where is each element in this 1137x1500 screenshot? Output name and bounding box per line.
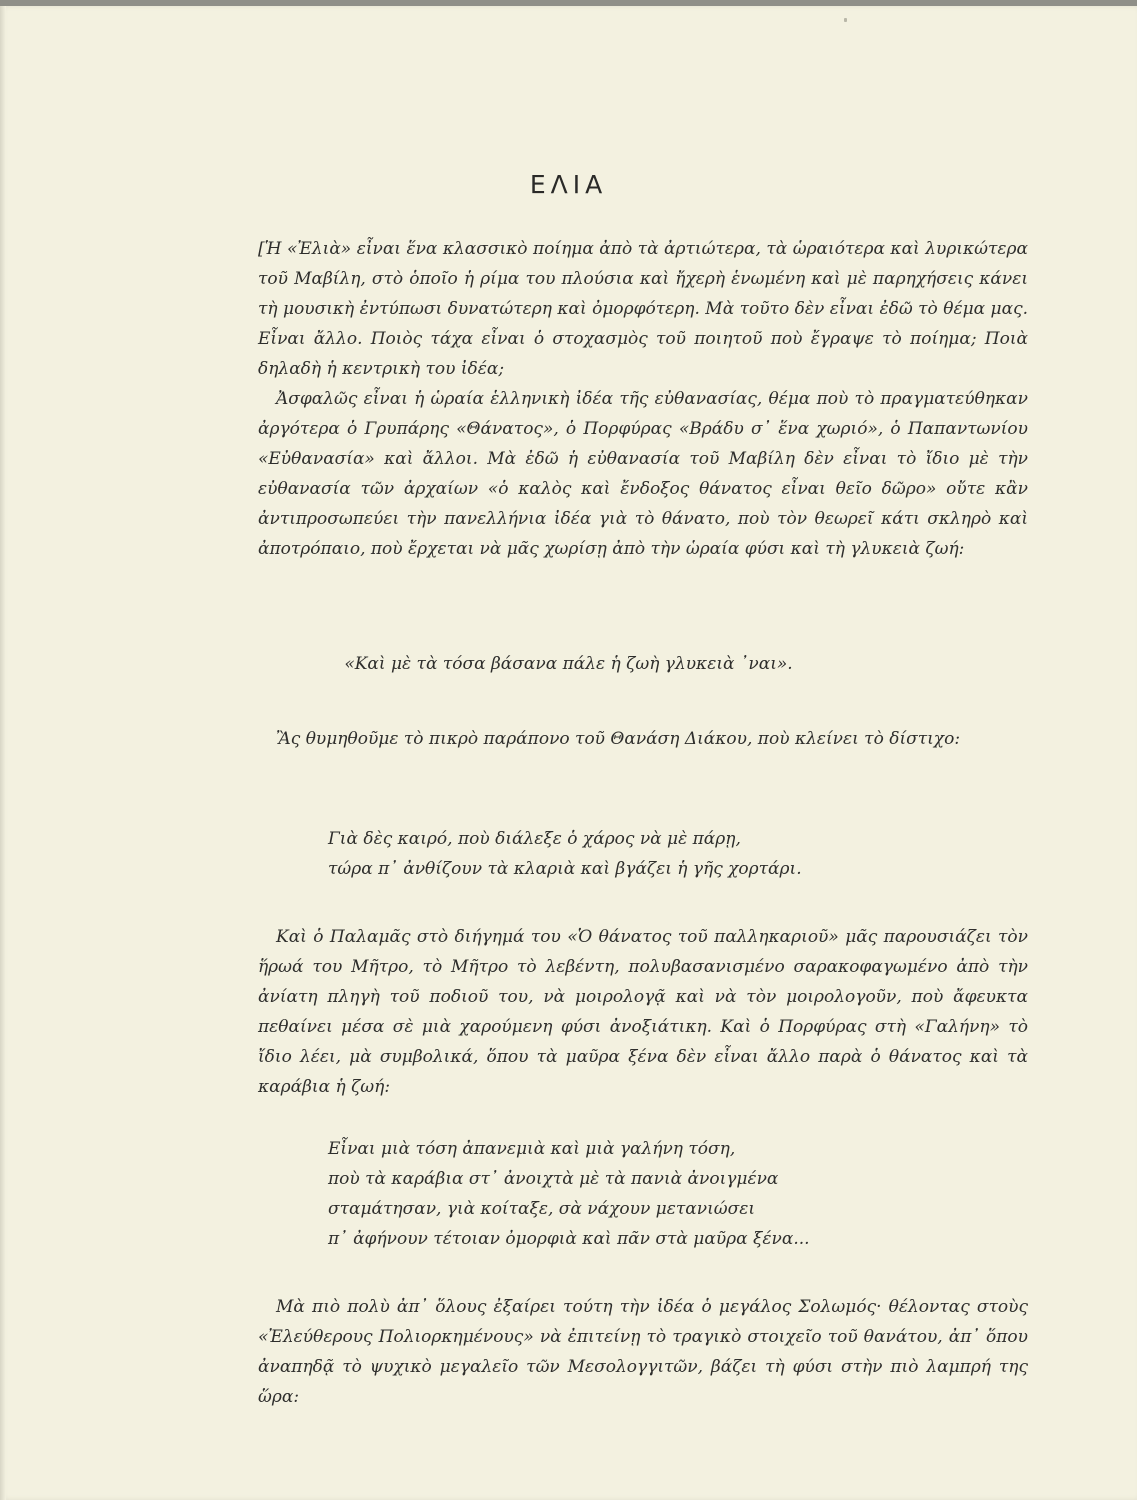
stanza-line: σταμάτησαν, γιὰ κοίταξε, σὰ νάχουν μετανιώσει — [328, 1199, 755, 1219]
diakos-couplet — [328, 824, 968, 884]
couplet-line: Γιὰ δὲς καιρό, ποὺ διάλεξε ὁ χάρος νὰ μὲ πάρῃ, — [328, 829, 741, 849]
diakos-intro-text — [258, 724, 1028, 754]
intro-paragraph-1: [Ἡ «Ἐλιὰ» εἶναι ἕνα κλασσικὸ ποίημα ἀπὸ τὰ ἀρτιώτερα, τὰ ὡραιότερα καὶ λυρικώτερα τοῦ Μαβίλη, στὸ ὁποῖο ἡ ρίμα του πλούσια καὶ ἤχερὴ ἑνωμένη καὶ μὲ παρηχήσεις κάνει τὴ μουσικὴ ἐντύπωσι δυνατώτερη καὶ ὀμορφότερη. Μὰ τοῦτο δὲν εἶναι ἐδῶ τὸ θέμα μας. Εἶναι ἄλλο. Ποιὸς τάχα εἶναι ὁ στοχασμὸς τοῦ ποιητοῦ ποὺ ἔγραψε τὸ ποίημα; Ποιὰ δηλαδὴ ἡ κεντρικὴ του ἰδέα; — [258, 239, 1028, 379]
stanza-line: π᾽ ἀφήνουν τέτοιαν ὀμορφιὰ καὶ πᾶν στὰ μαῦρα ξένα... — [328, 1229, 810, 1249]
intro-paragraph-2: Ἀσφαλῶς εἶναι ἡ ὡραία ἑλληνικὴ ἰδέα τῆς εὐθανασίας, θέμα ποὺ τὸ πραγματεύθηκαν ἀργότερα ὁ Γρυπάρης «Θάνατος», ὁ Πορφύρας «Βράδυ σ᾽ ἕνα χωριό», ὁ Παπαντωνίου «Εὐθανασία» καὶ ἄλλοι. Μὰ ἐδῶ ἡ εὐθανασία τοῦ Μαβίλη δὲν εἶναι τὸ ἴδιο μὲ τὴν εὐθανασία τῶν ἀρχαίων «ὁ καλὸς καὶ ἔνδοξος θάνατος εἶναι θεῖο δῶρο» οὔτε κἂν ἀντιπροσωπεύει τὴν πανελλήνια ἰδέα γιὰ τὸ θάνατο, ποὺ τὸν θεωρεῖ κάτι σκληρὸ καὶ ἀποτρόπαιο, ποὺ ἔρχεται νὰ μᾶς χωρίσῃ ἀπὸ τὴν ὡραία φύσι καὶ τὴ γλυκειὰ ζωή: — [258, 389, 1028, 559]
intro-text — [258, 234, 1028, 564]
solomos-paragraph: Μὰ πιὸ πολὺ ἀπ᾽ ὅλους ἐξαίρει τούτη τὴν ἰδέα ὁ μεγάλος Σολωμός· θέλοντας στοὺς «Ἐλεύθερους Πολιορκημένους» νὰ ἐπιτείνῃ τὸ τραγικὸ στοιχεῖο τοῦ θανάτου, ἀπ᾽ ὅπου ἀναπηδᾷ τὸ ψυχικὸ μεγαλεῖο τῶν Μεσολογγιτῶν, βάζει τὴ φύσι στὴν πιὸ λαμπρή της ὥρα: — [258, 1297, 1028, 1407]
stanza-line: Εἶναι μιὰ τόση ἀπανεμιὰ καὶ μιὰ γαλήνη τόση, — [328, 1139, 736, 1159]
paper-speck — [844, 18, 847, 22]
galini-stanza — [328, 1134, 968, 1254]
solomos-text — [258, 1292, 1028, 1412]
page-edge-shadow — [0, 6, 6, 1500]
diakos-intro-paragraph: Ἂς θυμηθοῦμε τὸ πικρὸ παράπονο τοῦ Θανάση Διάκου, ποὺ κλείνει τὸ δίστιχο: — [276, 729, 961, 749]
page-title: ΕΛΙΑ — [529, 170, 608, 199]
book-page — [0, 6, 1137, 1500]
couplet-line: τώρα π᾽ ἀνθίζουν τὰ κλαριὰ καὶ βγάζει ἡ γῆς χορτάρι. — [328, 859, 802, 879]
folk-quote: «Καὶ μὲ τὰ τόσα βάσανα πάλε ἡ ζωὴ γλυκειὰ ᾿ναι». — [344, 654, 793, 674]
stanza-line: ποὺ τὰ καράβια στ᾽ ἀνοιχτὰ μὲ τὰ πανιὰ ἀνοιγμένα — [328, 1169, 779, 1189]
palamas-text — [258, 922, 1028, 1102]
palamas-paragraph: Καὶ ὁ Παλαμᾶς στὸ διήγημά του «Ὁ θάνατος τοῦ παλληκαριοῦ» μᾶς παρουσιάζει τὸν ἥρωά του Μῆτρο, τὸ Μῆτρο τὸ λεβέντη, πολυβασανισμένο σαρακοφαγωμένο ἀπὸ τὴν ἀνίατη πληγὴ τοῦ ποδιοῦ του, νὰ μοιρολογᾷ καὶ νὰ τὸν μοιρολογοῦν, ποὺ ἄφευκτα πεθαίνει μέσα σὲ μιὰ χαρούμενη φύσι ἀνοξιάτικη. Καὶ ὁ Πορφύρας στὴ «Γαλήνη» τὸ ἴδιο λέει, μὰ συμβολικά, ὅπου τὰ μαῦρα ξένα δὲν εἶναι ἄλλο παρὰ ὁ θάνατος καὶ τὰ καράβια ἡ ζωή: — [258, 927, 1028, 1097]
